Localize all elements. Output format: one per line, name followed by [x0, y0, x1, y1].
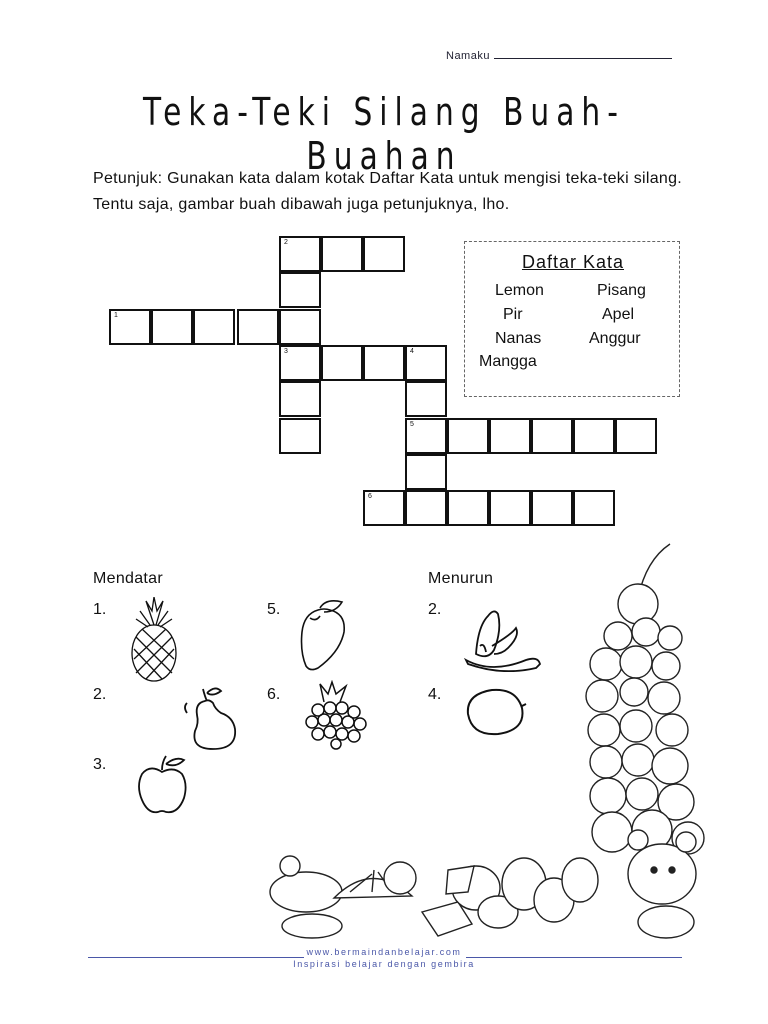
- crossword-cell[interactable]: [531, 418, 573, 454]
- crossword-cell[interactable]: [321, 345, 363, 381]
- word-item: Apel: [602, 306, 635, 323]
- crossword-cell[interactable]: [279, 272, 321, 308]
- clue-number: 2: [284, 239, 288, 246]
- clue-number: 5: [410, 421, 414, 428]
- clue-number-label: 4.: [428, 686, 442, 703]
- page-title: Teka-Teki Silang Buah-Buahan: [143, 90, 625, 178]
- crossword-cell[interactable]: [489, 418, 531, 454]
- word-item: Lemon: [495, 282, 544, 299]
- crossword-cell[interactable]: [109, 309, 151, 345]
- crossword-cell[interactable]: [531, 490, 573, 526]
- across-label: Mendatar: [93, 570, 163, 587]
- word-item: Pisang: [597, 282, 646, 299]
- footer: [0, 946, 768, 970]
- crossword-cell[interactable]: [193, 309, 235, 345]
- word-item: Anggur: [589, 330, 641, 347]
- crossword-cell[interactable]: [363, 345, 405, 381]
- crossword-cell[interactable]: [405, 454, 447, 490]
- crossword-cell[interactable]: [405, 381, 447, 417]
- instructions-text: Petunjuk: Gunakan kata dalam kotak Daftar Kata untuk mengisi teka-teki silang. Tentu saja, gambar buah dibawah juga petunjuknya, lho.: [93, 170, 683, 213]
- word-item: Mangga: [479, 353, 537, 370]
- crossword-cell[interactable]: [363, 236, 405, 272]
- clue-number-label: 2.: [93, 686, 107, 703]
- clue-number-label: 1.: [93, 601, 107, 618]
- crossword-cell[interactable]: [447, 418, 489, 454]
- fruit-border-illustration: [262, 540, 714, 944]
- word-list-box: [464, 241, 680, 397]
- word-item: Nanas: [495, 330, 542, 347]
- clue-number-label: 2.: [428, 601, 442, 618]
- clue-number-label: 6.: [267, 686, 281, 703]
- crossword-cell[interactable]: [405, 345, 447, 381]
- clue-number: 1: [114, 312, 118, 319]
- clue-number: 3: [284, 348, 288, 355]
- apple-icon: [136, 754, 190, 818]
- crossword-cell[interactable]: [279, 309, 321, 345]
- down-label: Menurun: [428, 570, 494, 587]
- crossword-cell[interactable]: [405, 418, 447, 454]
- crossword-cell[interactable]: [237, 309, 279, 345]
- clue-number-label: 5.: [267, 601, 281, 618]
- crossword-cell[interactable]: [151, 309, 193, 345]
- word-item: Pir: [503, 306, 523, 323]
- crossword-cell[interactable]: [405, 490, 447, 526]
- crossword-cell[interactable]: [363, 490, 405, 526]
- crossword-cell[interactable]: [321, 236, 363, 272]
- crossword-cell[interactable]: [573, 418, 615, 454]
- word-list-title: Daftar Kata: [521, 252, 625, 272]
- clue-number: 4: [410, 348, 414, 355]
- crossword-cell[interactable]: [573, 490, 615, 526]
- crossword-cell[interactable]: [279, 418, 321, 454]
- crossword-cell[interactable]: [279, 345, 321, 381]
- name-blank-line[interactable]: [494, 48, 672, 59]
- crossword-cell[interactable]: [615, 418, 657, 454]
- clue-number-label: 3.: [93, 756, 107, 773]
- footer-tagline: Inspirasi belajar dengan gembira: [293, 959, 475, 969]
- crossword-cell[interactable]: [489, 490, 531, 526]
- crossword-cell[interactable]: [279, 381, 321, 417]
- name-label: Namaku: [446, 50, 490, 62]
- clue-number: 6: [368, 493, 372, 500]
- pear-icon: [181, 683, 243, 753]
- crossword-cell[interactable]: [447, 490, 489, 526]
- footer-url[interactable]: www.bermaindanbelajar.com: [306, 947, 462, 957]
- pineapple-icon: [126, 597, 182, 683]
- name-field: [446, 48, 672, 62]
- crossword-cell[interactable]: [279, 236, 321, 272]
